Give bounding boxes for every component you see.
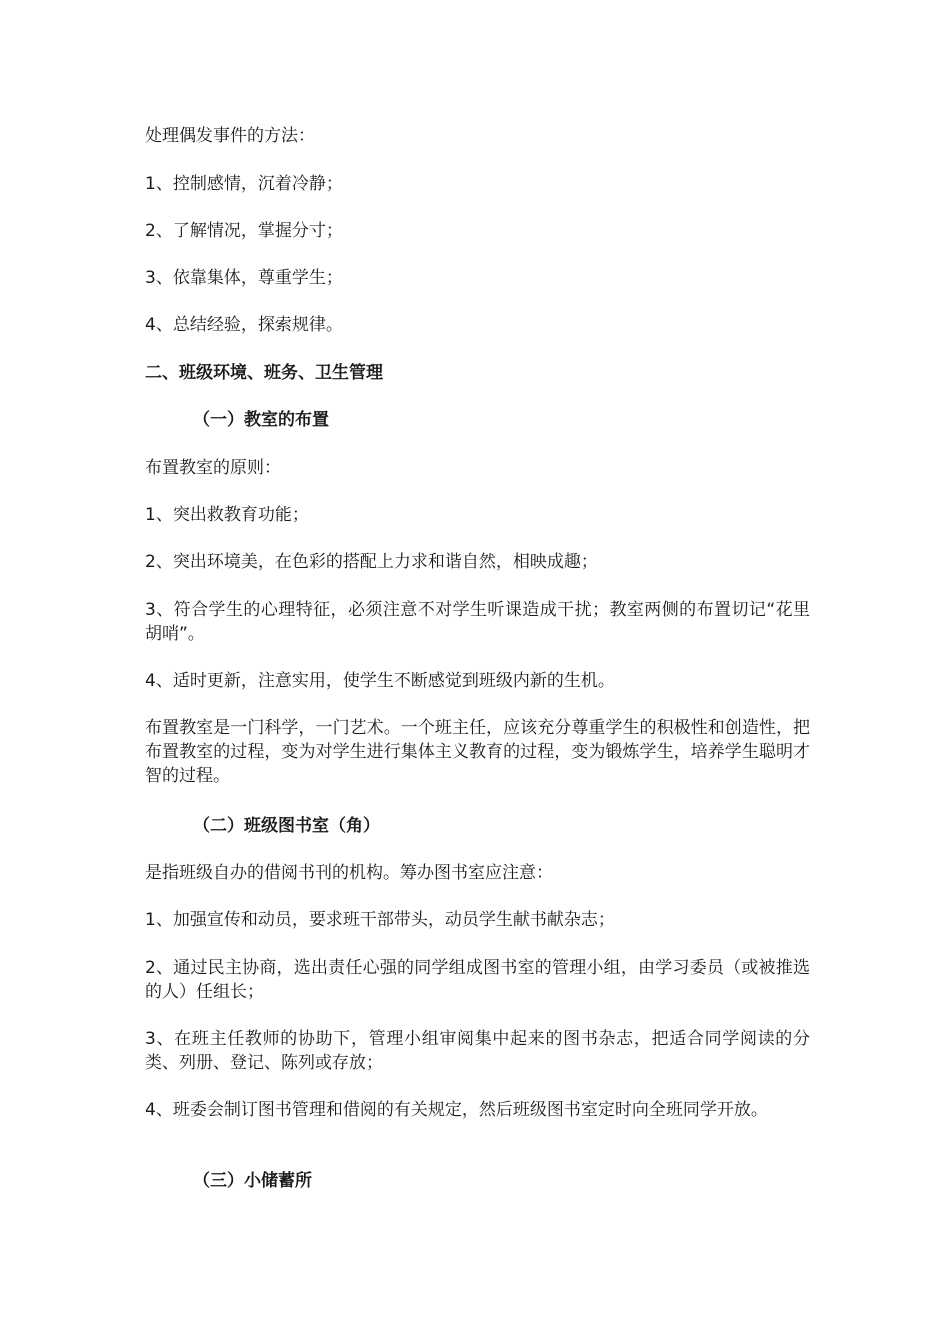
list-item: 1、突出救教育功能； xyxy=(145,505,309,525)
subsection-heading: （二）班级图书室（角） xyxy=(193,816,380,836)
paragraph-intro: 处理偶发事件的方法： xyxy=(145,126,315,146)
paragraph: 是指班级自办的借阅书刊的机构。筹办图书室应注意： xyxy=(145,863,553,883)
paragraph: 布置教室的原则： xyxy=(145,458,281,478)
subsection-heading: （一）教室的布置 xyxy=(193,410,329,430)
list-item: 3、符合学生的心理特征，必须注意不对学生听课造成干扰；教室两侧的布置切记“花里胡哨”。 xyxy=(145,600,810,644)
list-item: 3、依靠集体，尊重学生； xyxy=(145,268,343,288)
list-item: 4、班委会制订图书管理和借阅的有关规定，然后班级图书室定时向全班同学开放。 xyxy=(145,1100,768,1120)
list-item: 2、通过民主协商，选出责任心强的同学组成图书室的管理小组，由学习委员（或被推选的人）任组长； xyxy=(145,958,810,1002)
list-item: 2、了解情况，掌握分寸； xyxy=(145,221,343,241)
subsection-heading: （三）小储蓄所 xyxy=(193,1171,312,1191)
list-item: 1、控制感情，沉着冷静； xyxy=(145,174,343,194)
list-item: 1、加强宣传和动员，要求班干部带头，动员学生献书献杂志； xyxy=(145,910,615,930)
list-item: 4、适时更新，注意实用，使学生不断感觉到班级内新的生机。 xyxy=(145,671,615,691)
list-item: 3、在班主任教师的协助下，管理小组审阅集中起来的图书杂志，把适合同学阅读的分类、列册、登记、陈列或存放； xyxy=(145,1029,810,1073)
list-item: 4、总结经验，探索规律。 xyxy=(145,315,343,335)
list-item: 2、突出环境美，在色彩的搭配上力求和谐自然，相映成趣； xyxy=(145,552,598,572)
paragraph: 布置教室是一门科学，一门艺术。一个班主任，应该充分尊重学生的积极性和创造性，把布置教室的过程，变为对学生进行集体主义教育的过程，变为锻炼学生，培养学生聪明才智的过程。 xyxy=(145,718,810,786)
section-heading: 二、班级环境、班务、卫生管理 xyxy=(145,363,383,383)
